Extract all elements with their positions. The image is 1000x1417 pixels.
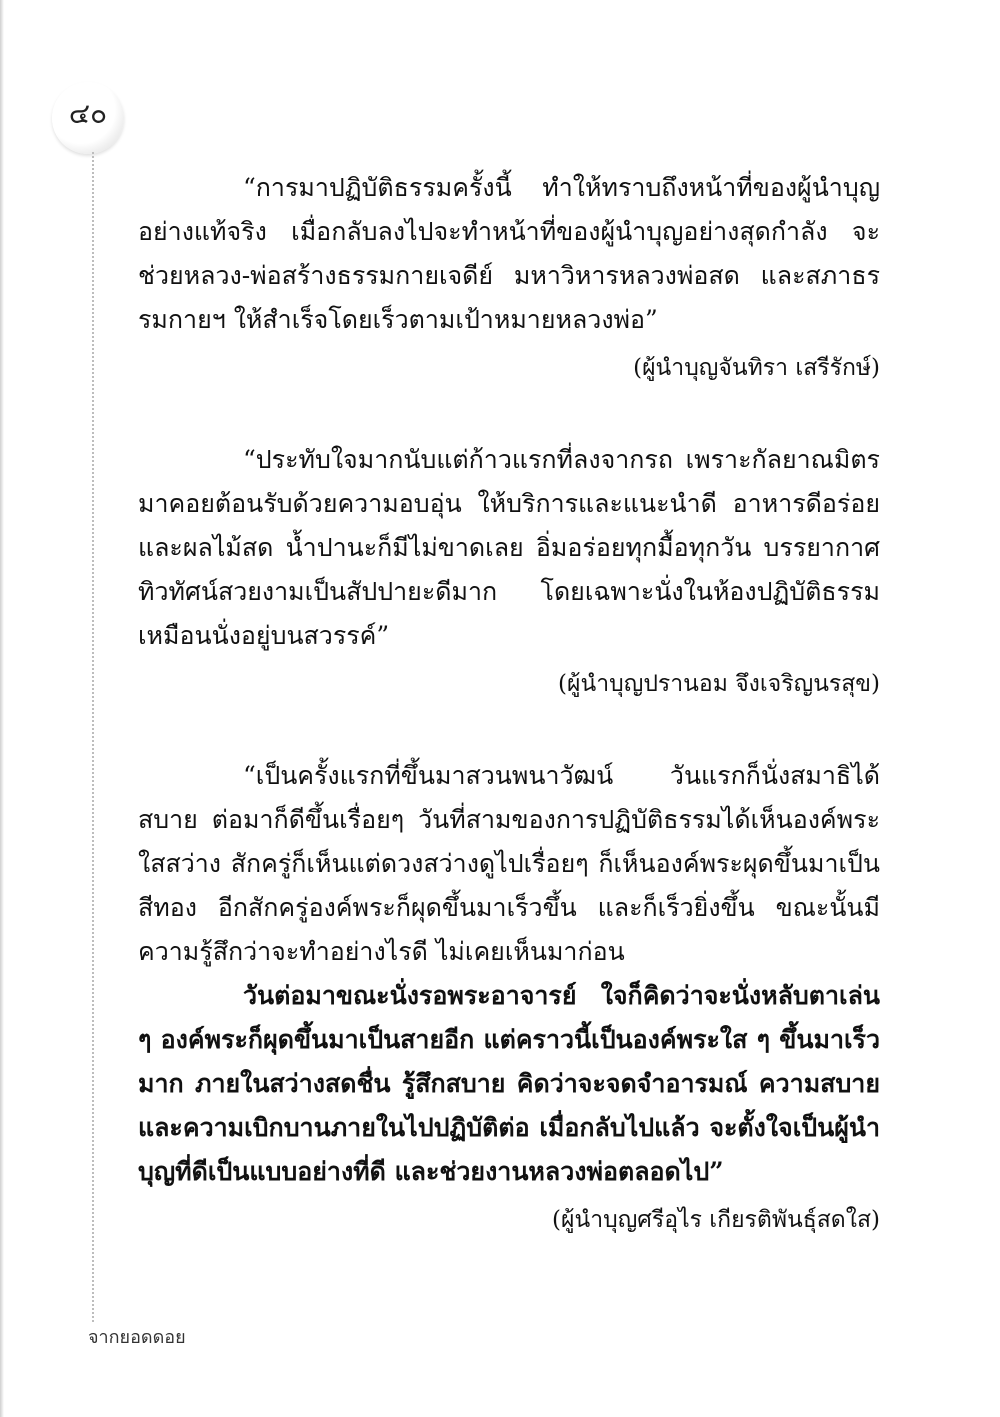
testimonial-2-paragraph: “ประทับใจมากนับแต่ก้าวแรกที่ลงจากรถ เพราะกัลยาณมิตรมาคอยต้อนรับด้วยความอบอุ่น ให้บริการและแนะนำดี อาหารดีอร่อยและผลไม้สด น้ำปานะก็มีไม่ขาดเลย อิ่มอร่อยทุกมื้อทุกวัน บรรยากาศทิวทัศน์สวยงามเป็นสัปปายะดีมาก โดยเฉพาะนั่งในห้องปฏิบัติธรรมเหมือนนั่งอยู่บนสวรรค์” (138, 445, 880, 650)
testimonial-2-attribution: (ผู้นำบุญปรานอม จึงเจริญนรสุข) (558, 671, 880, 697)
testimonial-1-attribution: (ผู้นำบุญจันทิรา เสรีรักษ์) (633, 355, 880, 381)
page-edge-shadow (0, 0, 4, 1417)
testimonial-3-paragraph-1: “เป็นครั้งแรกที่ขึ้นมาสวนพนาวัฒน์ วันแรกก็นั่งสมาธิได้สบาย ต่อมาก็ดีขึ้นเรื่อยๆ วันที่สามของการปฏิบัติธรรมได้เห็นองค์พระใสสว่าง สักครู่ก็เห็นแต่ดวงสว่างดูไปเรื่อยๆ ก็เห็นองค์พระผุดขึ้นมาเป็นสีทอง อีกสักครู่องค์พระก็ผุดขึ้นมาเร็วขึ้น และก็เร็วยิ่งขึ้น ขณะนั้นมีความรู้สึกว่าจะทำอย่างไรดี ไม่เคยเห็นมาก่อน (138, 761, 880, 966)
testimonial-2 (138, 438, 880, 706)
footer-book-title: จากยอดดอย (88, 1327, 186, 1348)
section-spacer (138, 706, 880, 754)
section-spacer (138, 390, 880, 438)
page-content (138, 166, 880, 1242)
testimonial-3-attribution: (ผู้นำบุญศรีอุไร เกียรติพันธุ์สดใส) (552, 1207, 880, 1233)
page-number-badge (52, 82, 124, 154)
testimonial-3-paragraph-2-bold: วันต่อมาขณะนั่งรอพระอาจารย์ ใจก็คิดว่าจะนั่งหลับตาเล่น ๆ องค์พระก็ผุดขึ้นมาเป็นสายอีก แต่คราวนี้เป็นองค์พระใส ๆ ขึ้นมาเร็วมาก ภายในสว่างสดชื่น รู้สึกสบาย คิดว่าจะจดจำอารมณ์ ความสบายและความเบิกบานภายในไปปฏิบัติต่อ เมื่อกลับไปแล้ว จะตั้งใจเป็นผู้นำบุญที่ดีเป็นแบบอย่างที่ดี และช่วยงานหลวงพ่อตลอดไป” (138, 981, 880, 1186)
dotted-margin-rule (92, 152, 94, 1322)
page-number: ๔๐ (68, 97, 108, 130)
testimonial-3 (138, 754, 880, 1242)
testimonial-1 (138, 166, 880, 390)
testimonial-1-paragraph: “การมาปฏิบัติธรรมครั้งนี้ ทำให้ทราบถึงหน้าที่ของผู้นำบุญอย่างแท้จริง เมื่อกลับลงไปจะทำหน้าที่ของผู้นำบุญอย่างสุดกำลัง จะช่วยหลวง-พ่อสร้างธรรมกายเจดีย์ มหาวิหารหลวงพ่อสด และสภาธรรมกายฯ ให้สำเร็จโดยเร็วตามเป้าหมายหลวงพ่อ” (138, 173, 880, 334)
